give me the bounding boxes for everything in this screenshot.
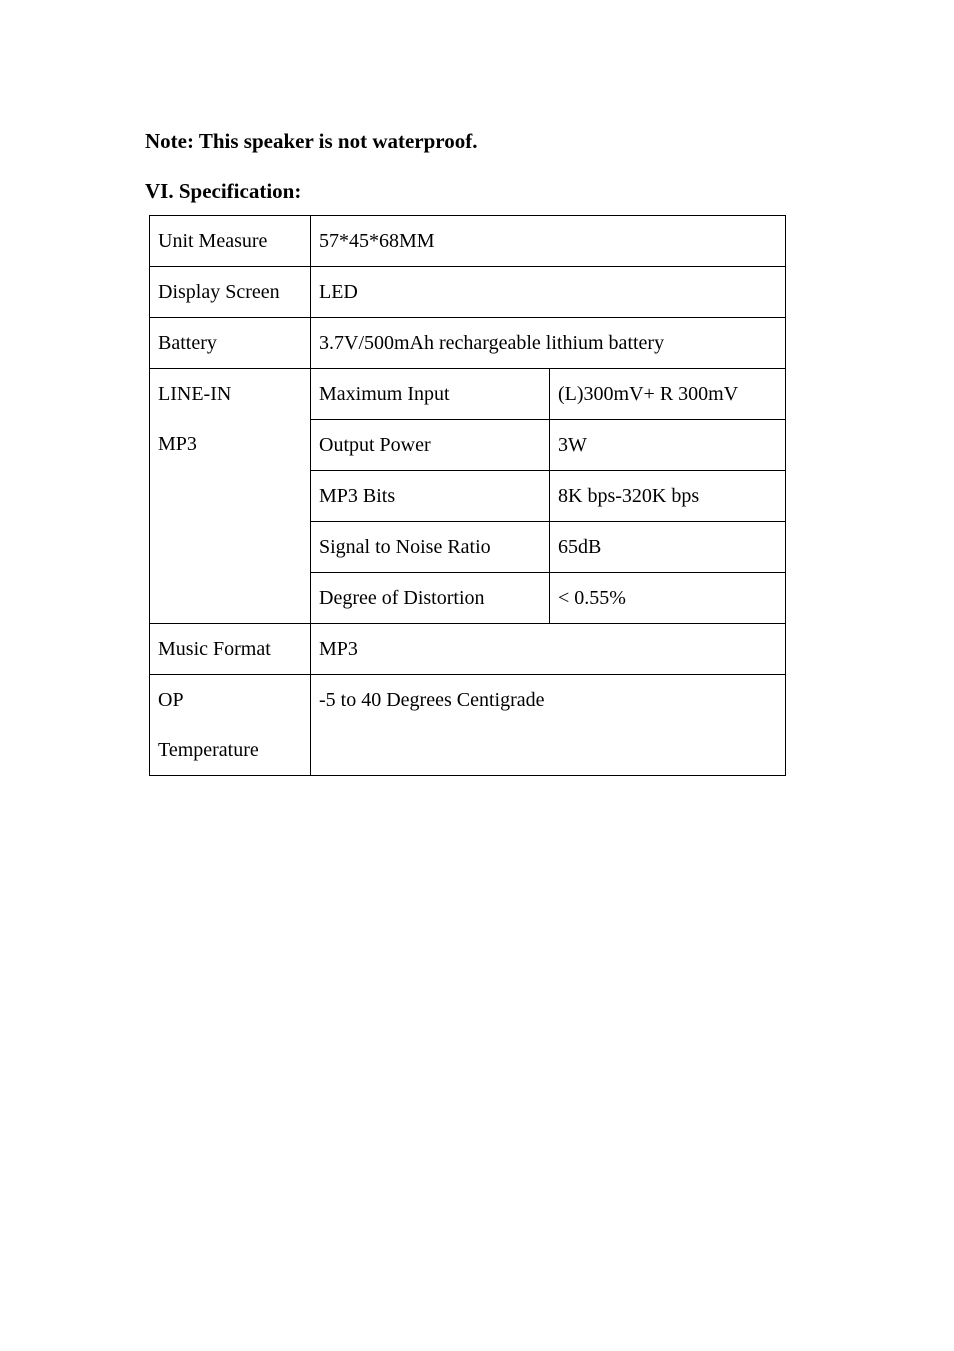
- sub-value-cell: [550, 369, 786, 420]
- label-cell: [150, 624, 311, 675]
- label-cell: [150, 675, 311, 776]
- table-row-op-temperature: [150, 675, 786, 776]
- value-cell: [311, 216, 786, 267]
- unit-measure-label: Unit Measure: [158, 230, 268, 252]
- distortion-value: < 0.55%: [558, 587, 626, 609]
- temperature-label: Temperature: [158, 739, 259, 761]
- sub-label-cell: [311, 420, 550, 471]
- signal-to-noise-value: 65dB: [558, 536, 602, 558]
- output-power-label: Output Power: [319, 434, 431, 456]
- op-label: OP: [158, 689, 184, 711]
- table-row-maximum-input: [150, 369, 786, 420]
- battery-label: Battery: [158, 332, 217, 354]
- distortion-label: Degree of Distortion: [319, 587, 485, 609]
- value-cell: [311, 624, 786, 675]
- label-cell: [150, 267, 311, 318]
- sub-label-cell: [311, 369, 550, 420]
- music-format-label: Music Format: [158, 638, 271, 660]
- table-row-unit-measure: [150, 216, 786, 267]
- maximum-input-label: Maximum Input: [319, 383, 450, 405]
- value-cell: [311, 318, 786, 369]
- sub-value-cell: [550, 522, 786, 573]
- sub-label-cell: [311, 522, 550, 573]
- table-row-music-format: [150, 624, 786, 675]
- sub-label-cell: [311, 471, 550, 522]
- output-power-value: 3W: [558, 434, 587, 456]
- line-in-label: LINE-IN: [158, 383, 232, 405]
- display-screen-value: LED: [319, 281, 358, 303]
- table-row-battery: [150, 318, 786, 369]
- battery-value: 3.7V/500mAh rechargeable lithium battery: [319, 332, 665, 354]
- line-in-group-label-cell: [150, 369, 311, 624]
- maximum-input-value: (L)300mV+ R 300mV: [558, 383, 739, 405]
- mp3-group-label: MP3: [158, 433, 197, 455]
- music-format-value: MP3: [319, 638, 358, 660]
- sub-value-cell: [550, 471, 786, 522]
- mp3-bits-label: MP3 Bits: [319, 485, 396, 507]
- op-temperature-value: -5 to 40 Degrees Centigrade: [319, 689, 545, 711]
- signal-to-noise-label: Signal to Noise Ratio: [319, 536, 491, 558]
- sub-value-cell: [550, 420, 786, 471]
- sub-value-cell: [550, 573, 786, 624]
- waterproof-note: Note: This speaker is not waterproof.: [145, 129, 478, 153]
- label-cell: [150, 216, 311, 267]
- mp3-bits-value: 8K bps-320K bps: [558, 485, 700, 507]
- label-cell: [150, 318, 311, 369]
- sub-label-cell: [311, 573, 550, 624]
- table-row-display-screen: [150, 267, 786, 318]
- unit-measure-value: 57*45*68MM: [319, 230, 435, 252]
- value-cell: [311, 675, 786, 776]
- specification-table: [149, 215, 786, 776]
- value-cell: [311, 267, 786, 318]
- display-screen-label: Display Screen: [158, 281, 280, 303]
- section-heading: VI. Specification:: [145, 179, 302, 203]
